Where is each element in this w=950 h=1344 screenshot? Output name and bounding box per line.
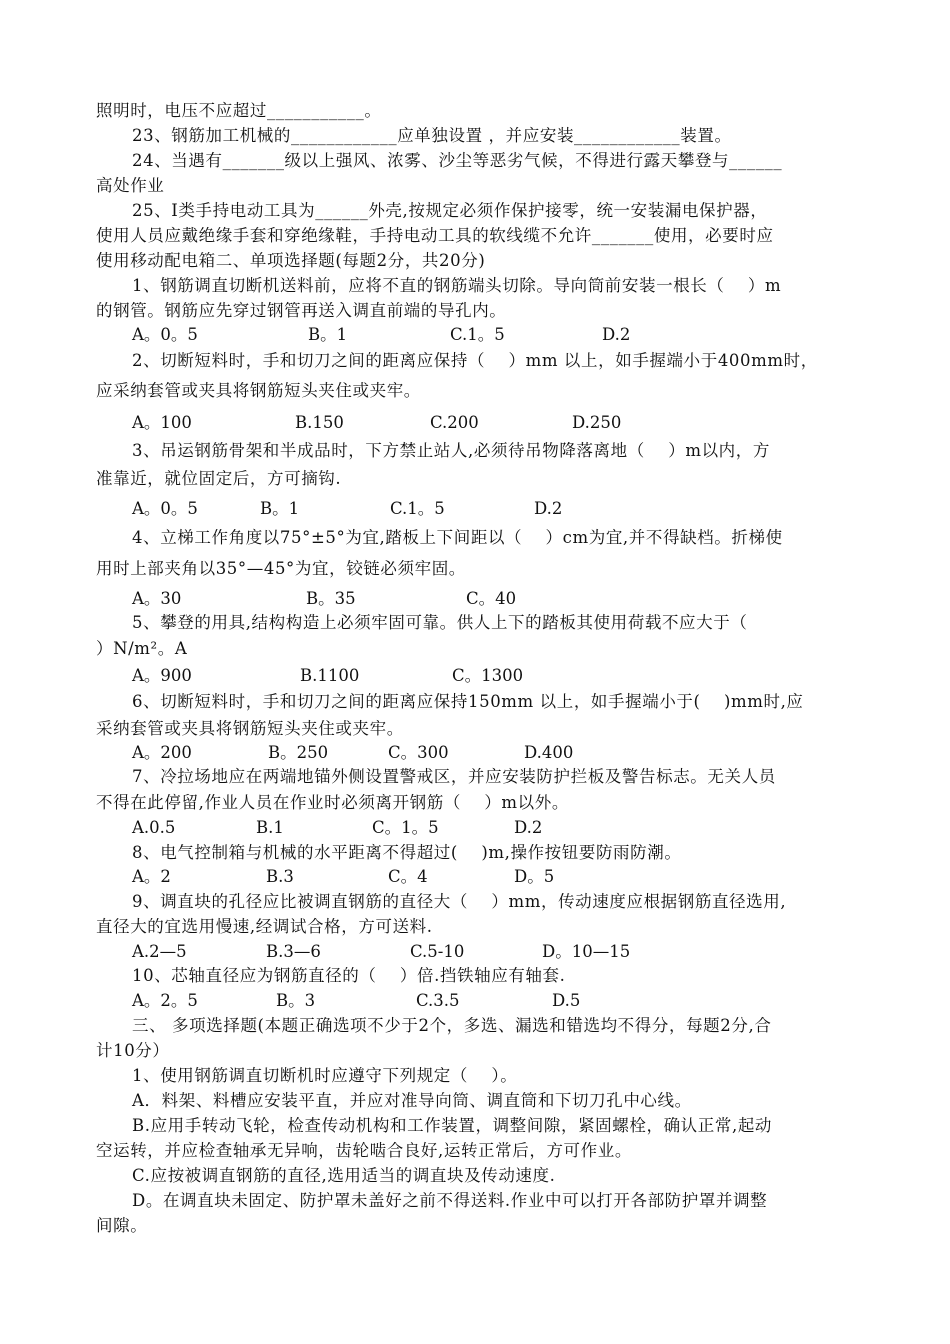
option: C。40 bbox=[466, 589, 517, 608]
option: C.1。5 bbox=[390, 499, 445, 518]
multi-option-a: A．料架、料槽应安装平直，并应对准导向筒、调直筒和下切刀孔中心线。 bbox=[132, 1091, 692, 1110]
text-line: 采纳套管或夹具将钢筋短头夹住或夹牢。 bbox=[96, 719, 404, 738]
multi-option-d: D。在调直块未固定、防护罩未盖好之前不得送料.作业中可以打开各部防护罩并调整 bbox=[132, 1191, 768, 1210]
option: A。30 bbox=[132, 589, 182, 608]
option: B.150 bbox=[295, 413, 344, 432]
option: A。100 bbox=[132, 413, 192, 432]
option: A。900 bbox=[132, 666, 192, 685]
option: C。1。5 bbox=[372, 818, 439, 837]
text-line: 空运转，并应检查轴承无异响，齿轮啮合良好,运转正常后，方可作业。 bbox=[96, 1141, 632, 1160]
option: B.1 bbox=[256, 818, 284, 837]
option: C.1。5 bbox=[450, 325, 505, 344]
question-8: 8、电气控制箱与机械的水平距离不得超过( )m,操作按钮要防雨防潮。 bbox=[132, 843, 682, 862]
option: A.0.5 bbox=[132, 818, 176, 837]
option: A。2 bbox=[132, 867, 171, 886]
question-4: 4、立梯工作角度以75°±5°为宜,踏板上下间距以（ ）cm为宜,并不得缺档。折梯使 bbox=[132, 528, 783, 547]
option: C。300 bbox=[388, 743, 449, 762]
question-6: 6、切断短料时，手和切刀之间的距离应保持150mm 以上，如手握端小于( )mm时,应 bbox=[132, 692, 804, 711]
option: A。0。5 bbox=[132, 325, 198, 344]
section-heading-single-choice: 使用移动配电箱二、单项选择题(每题2分，共20分) bbox=[96, 251, 486, 270]
option: B。1 bbox=[308, 325, 348, 344]
option: B.1100 bbox=[300, 666, 360, 685]
text-line: 不得在此停留,作业人员在作业时必须离开钢筋（ ）m以外。 bbox=[96, 793, 569, 812]
option: A。2。5 bbox=[132, 991, 198, 1010]
question-7: 7、冷拉场地应在两端地锚外侧设置警戒区，并应安装防护拦板及警告标志。无关人员 bbox=[132, 767, 776, 786]
text-line: 直径大的宜选用慢速,经调试合格，方可送料. bbox=[96, 917, 433, 936]
multi-question-1: 1、使用钢筋调直切断机时应遵守下列规定（ ）。 bbox=[132, 1066, 518, 1085]
option: D.250 bbox=[572, 413, 622, 432]
question-2: 2、切断短料时，手和切刀之间的距离应保持（ ）mm 以上，如手握端小于400mm时， bbox=[132, 351, 818, 370]
text-line: 用时上部夹角以35°—45°为宜，铰链必须牢固。 bbox=[96, 559, 466, 578]
question-5: 5、攀登的用具,结构构造上必须牢固可靠。供人上下的踏板其使用荷载不应大于（ bbox=[132, 613, 748, 632]
question-10: 10、芯轴直径应为钢筋直径的（ ）倍.挡铁轴应有轴套. bbox=[132, 966, 566, 985]
option: D。10—15 bbox=[542, 942, 631, 961]
option: B.3 bbox=[266, 867, 294, 886]
multi-option-b: B.应用手转动飞轮，检查传动机构和工作装置，调整间隙，紧固螺栓，确认正常,起动 bbox=[132, 1116, 773, 1135]
text-line: 照明时，电压不应超过___________。 bbox=[96, 101, 382, 120]
option: C.5-10 bbox=[410, 942, 465, 961]
question-23: 23、钢筋加工机械的____________应单独设置 ，并应安装____________装置。 bbox=[132, 126, 732, 145]
option: B。35 bbox=[306, 589, 356, 608]
option: C.3.5 bbox=[416, 991, 460, 1010]
question-25: 25、Ⅰ类手持电动工具为______外壳,按规定必须作保护接零，统一安装漏电保护器， bbox=[132, 201, 768, 220]
option: D.2 bbox=[534, 499, 563, 518]
option: A。0。5 bbox=[132, 499, 198, 518]
option: C.200 bbox=[430, 413, 479, 432]
section-heading-multiple-choice: 三、 多项选择题(本题正确选项不少于2个，多选、漏选和错选均不得分，每题2分,合 bbox=[132, 1016, 772, 1035]
text-line: 准靠近，就位固定后，方可摘钩. bbox=[96, 469, 342, 488]
option: B.3—6 bbox=[266, 942, 321, 961]
option: D.5 bbox=[552, 991, 581, 1010]
option: A.2—5 bbox=[132, 942, 187, 961]
question-3: 3、吊运钢筋骨架和半成品时，下方禁止站人,必须待吊物降落离地（ ）m以内，方 bbox=[132, 441, 770, 460]
text-line: 计10分） bbox=[96, 1041, 170, 1060]
text-line: 的钢管。钢筋应先穿过钢管再送入调直前端的导孔内。 bbox=[96, 301, 507, 320]
multi-option-c: C.应按被调直钢筋的直径,选用适当的调直块及传动速度. bbox=[132, 1166, 556, 1185]
option: D.400 bbox=[524, 743, 574, 762]
question-9: 9、调直块的孔径应比被调直钢筋的直径大（ ）mm，传动速度应根据钢筋直径选用, bbox=[132, 892, 787, 911]
text-line: ）N/m²。A bbox=[96, 639, 188, 658]
option: B。3 bbox=[276, 991, 316, 1010]
option: D.2 bbox=[514, 818, 543, 837]
option: B。1 bbox=[260, 499, 300, 518]
option: A。200 bbox=[132, 743, 192, 762]
text-line: 使用人员应戴绝缘手套和穿绝缘鞋，手持电动工具的软线缆不允许_______使用，必要时应 bbox=[96, 226, 774, 245]
option: D。5 bbox=[514, 867, 555, 886]
question-1: 1、钢筋调直切断机送料前，应将不直的钢筋端头切除。导向筒前安装一根长（ ）m bbox=[132, 276, 782, 295]
option: B。250 bbox=[268, 743, 329, 762]
text-line: 间隙。 bbox=[96, 1216, 148, 1235]
text-line: 应采纳套管或夹具将钢筋短头夹住或夹牢。 bbox=[96, 381, 421, 400]
question-24: 24、当遇有_______级以上强风、浓雾、沙尘等恶劣气候，不得进行露天攀登与______ bbox=[132, 151, 783, 170]
option: D.2 bbox=[602, 325, 631, 344]
text-line: 高处作业 bbox=[96, 176, 165, 195]
option: C。1300 bbox=[452, 666, 524, 685]
option: C。4 bbox=[388, 867, 428, 886]
